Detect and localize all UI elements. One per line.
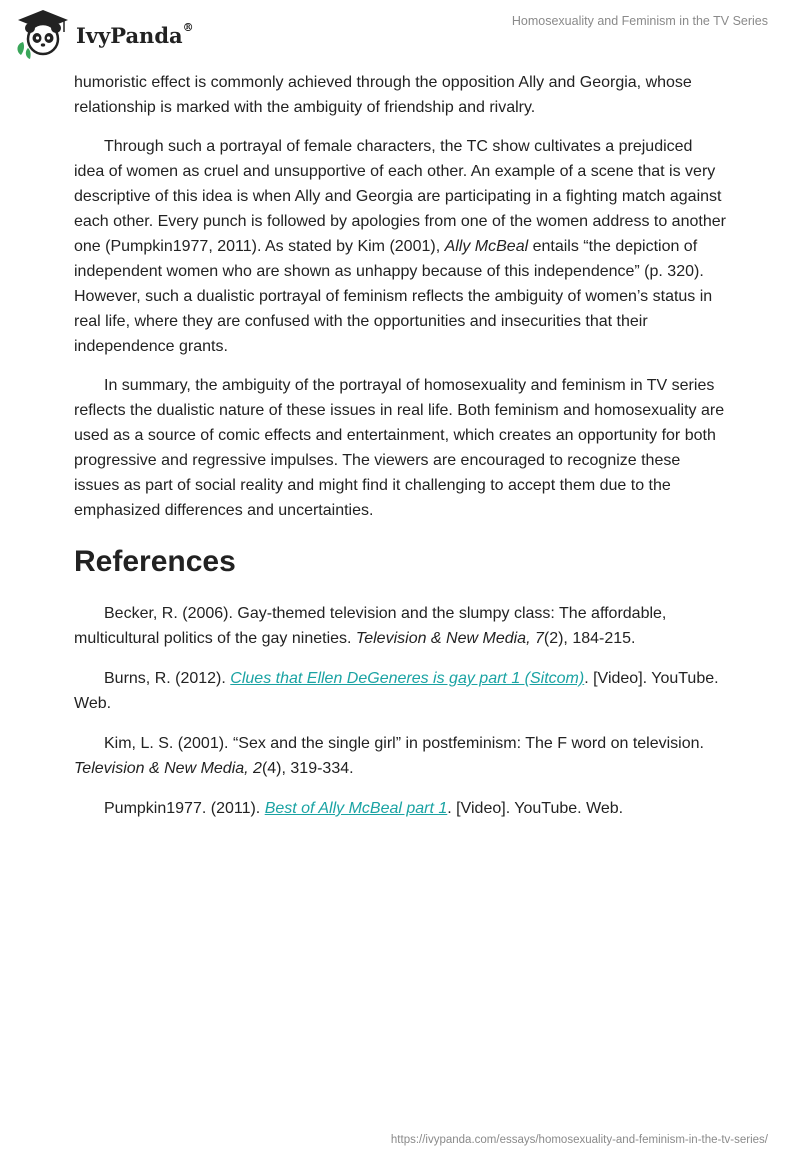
show-title: Ally McBeal xyxy=(444,238,529,255)
reference-burns: Burns, R. (2012). Clues that Ellen DeGeneres is gay part 1 (Sitcom). [Video]. YouTube. Web. xyxy=(74,670,719,712)
reference-pumpkin: Pumpkin1977. (2011). Best of Ally McBeal part 1. [Video]. YouTube. Web. xyxy=(104,800,624,817)
document-title: Homosexuality and Feminism in the TV Series xyxy=(511,14,768,28)
page-header xyxy=(0,0,800,70)
panda-graduate-icon xyxy=(14,8,72,60)
footer-url[interactable]: https://ivypanda.com/essays/homosexuality-and-feminism-in-the-tv-series/ xyxy=(390,1134,768,1146)
paragraph-portrayal: Through such a portrayal of female characters, the TC show cultivates a prejudiced idea of women as cruel and unsupportive of each other. An example of a scene that is very descriptive of this idea is when Ally and Georgia are participating in a fighting match against each other. Every punch is followed by apologies from one of the women address to another one (Pumpkin1977, 2011). As stated by Kim (2001), Ally McBeal entails “the depiction of independent women who are shown as unhappy because of this independence” (p. 320). However, such a dualistic portrayal of feminism reflects the ambiguity of women’s status in real life, where they are confused with the opportunities and insecurities that their independence grants. xyxy=(74,138,726,355)
references-heading: References xyxy=(74,545,236,578)
pumpkin-video-link[interactable]: Best of Ally McBeal part 1 xyxy=(264,800,448,817)
logo-wordmark: IvyPanda® xyxy=(76,20,194,48)
paragraph-summary: In summary, the ambiguity of the portrayal of homosexuality and feminism in TV series reflects the dualistic nature of these issues in real life. Both feminism and homosexuality are used as a source of comic effects and entertainment, which creates an opportunity for both progressive and regressive impulses. The viewers are encouraged to recognize these issues as part of social reality and might find it challenging to accept them due to the emphasized differences and uncertainties. xyxy=(74,377,725,519)
paragraph-continuation: humoristic effect is commonly achieved through the opposition Ally and Georgia, whose relationship is marked with the ambiguity of friendship and rivalry. xyxy=(74,74,692,116)
burns-video-link[interactable]: Clues that Ellen DeGeneres is gay part 1 (Sitcom) xyxy=(230,670,585,687)
essay-content xyxy=(74,70,726,836)
reference-becker: Becker, R. (2006). Gay-themed television and the slumpy class: The affordable, multicultural politics of the gay nineties. Television & New Media, 7(2), 184-215. xyxy=(74,605,667,647)
reference-kim: Kim, L. S. (2001). “Sex and the single girl” in postfeminism: The F word on television. Television & New Media, 2(4), 319-334. xyxy=(74,735,704,777)
ivypanda-logo[interactable] xyxy=(14,8,194,60)
